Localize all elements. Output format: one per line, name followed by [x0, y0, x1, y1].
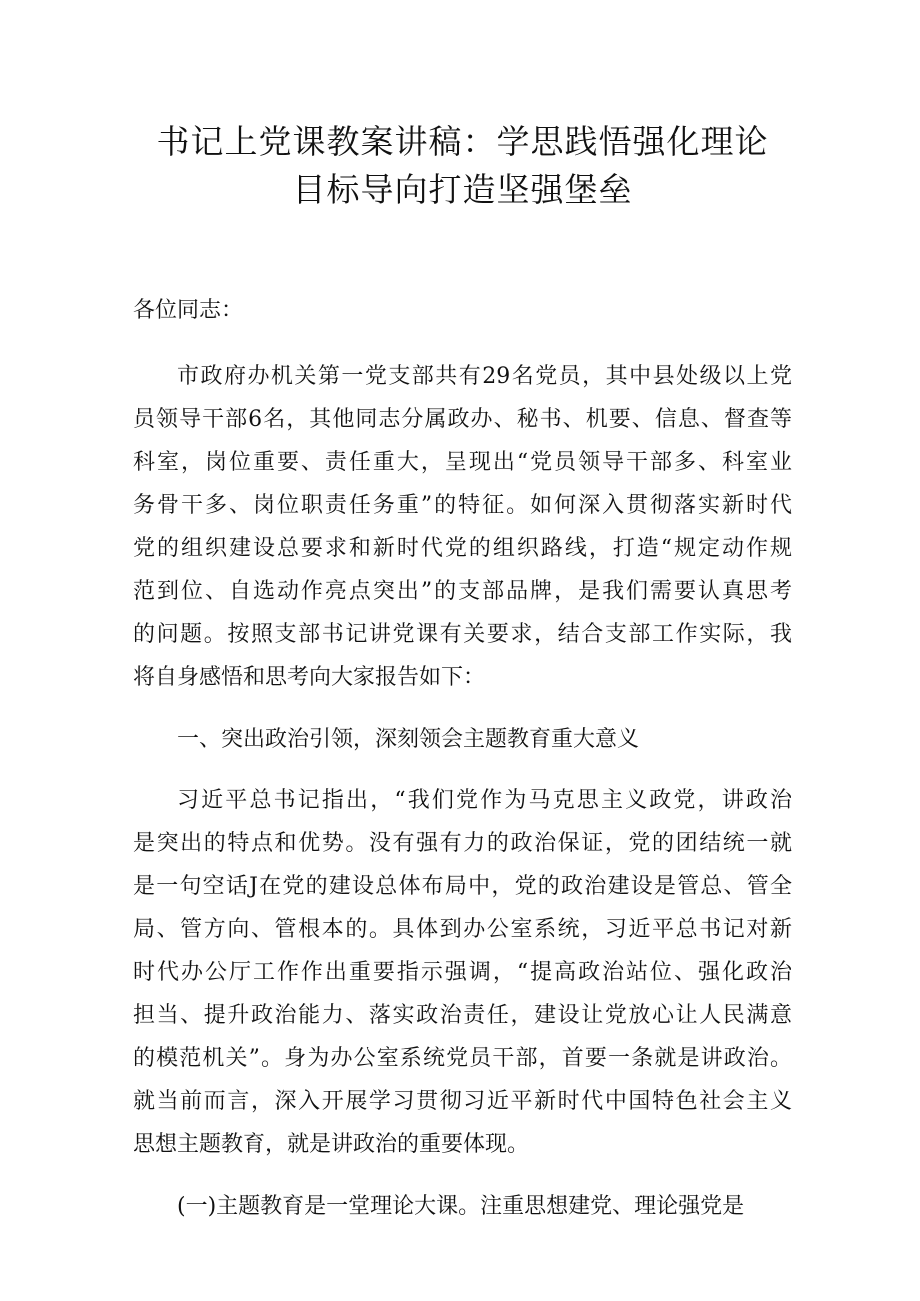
text-line: 的问题。按照支部书记讲党课有关要求，结合支部工作实际，我 — [133, 622, 792, 647]
text-line: 的模范机关”。身为办公室系统党员干部，首要一条就是讲政治。 — [133, 1046, 792, 1071]
text-line: 将自身感悟和思考向大家报告如下： — [133, 665, 486, 690]
text-line: 党的组织建设总要求和新时代党的组织路线，打造“规定动作规 — [133, 536, 792, 561]
greeting: 各位同志： — [133, 298, 244, 323]
text-line: 时代办公厅工作作出重要指示强调，“提高政治站位、强化政治 — [133, 960, 792, 985]
title-line-2: 目标导向打造坚强堡垒 — [292, 170, 633, 209]
text-line: 就当前而言，深入开展学习贯彻习近平新时代中国特色社会主义 — [133, 1089, 792, 1114]
text-line: 市政府办机关第一党支部共有29名党员，其中县处级以上党 — [177, 364, 792, 389]
paragraph-subsection-1 — [133, 1185, 792, 1228]
text-line: 是一句空话J在党的建设总体布局中，党的政治建设是管总、管全 — [133, 874, 792, 899]
paragraph-politics — [133, 779, 792, 1166]
text-line: (一)主题教育是一堂理论大课。注重思想建党、理论强党是 — [177, 1194, 745, 1219]
text-line: 是突出的特点和优势。没有强有力的政治保证，党的团结统一就 — [133, 831, 792, 856]
text-line: 范到位、自选动作亮点突出”的支部品牌，是我们需要认真思考 — [133, 579, 792, 604]
text-line: 局、管方向、管根本的。具体到办公室系统，习近平总书记对新 — [133, 917, 792, 942]
text-line: 务骨干多、岗位职责任务重”的特征。如何深入贯彻落实新时代 — [133, 493, 792, 518]
text-line: 思想主题教育，就是讲政治的重要体现。 — [133, 1132, 530, 1157]
text-line: 担当、提升政治能力、落实政治责任，建设让党放心让人民满意 — [133, 1003, 792, 1028]
document-title — [133, 118, 792, 214]
title-line-1: 书记上党课教案讲稿：学思践悟强化理论 — [156, 122, 769, 161]
section-heading-1 — [133, 718, 792, 761]
paragraph-intro — [133, 355, 792, 699]
text-line: 科室，岗位重要、责任重大，呈现出“党员领导干部多、科室业 — [133, 450, 792, 475]
text-line: 员领导干部6名，其他同志分属政办、秘书、机要、信息、督查等 — [133, 407, 792, 432]
heading-text: 一、突出政治引领，深刻领会主题教育重大意义 — [177, 727, 640, 752]
text-line: 习近平总书记指出，“我们党作为马克思主义政党，讲政治 — [177, 788, 792, 813]
